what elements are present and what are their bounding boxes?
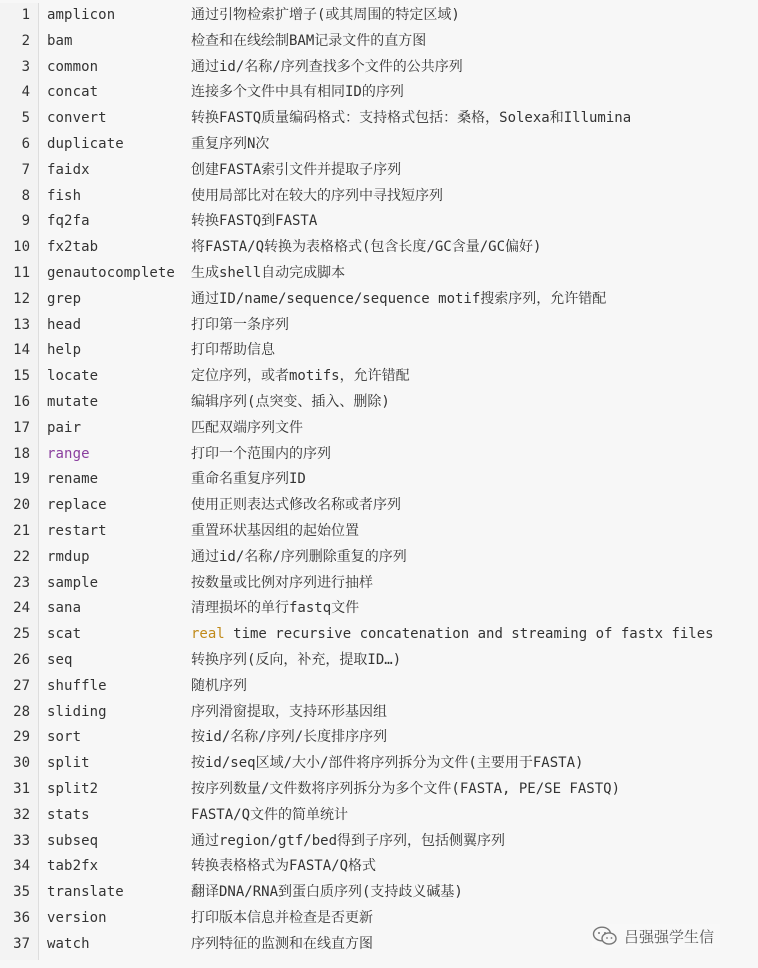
command-description: 编辑序列(点突变、插入、删除): [191, 393, 390, 410]
command-description: 按id/seq区域/大小/部件将序列拆分为文件(主要用于FASTA): [191, 755, 584, 772]
line-number: 28: [13, 703, 30, 720]
command-name: head: [47, 316, 82, 333]
line-number: 30: [13, 755, 30, 772]
line-number: 32: [13, 806, 30, 823]
line-number: 36: [13, 909, 30, 926]
command-name: rename: [47, 471, 99, 488]
command-name: concat: [47, 84, 99, 101]
command-name: subseq: [47, 832, 99, 849]
command-name: bam: [47, 32, 73, 49]
code-line: [0, 364, 758, 390]
code-line: [0, 29, 758, 55]
command-name: split2: [47, 780, 99, 797]
command-description: 使用正则表达式修改名称或者序列: [191, 497, 401, 514]
command-name: grep: [47, 290, 82, 307]
command-description: 清理损坏的单行fastq文件: [191, 600, 360, 617]
line-number: 17: [13, 419, 30, 436]
line-number: 29: [13, 729, 30, 746]
wechat-icon: [592, 926, 618, 946]
line-number: 34: [13, 858, 30, 875]
code-line: [0, 55, 758, 81]
line-number: 35: [13, 884, 30, 901]
code-line: [0, 545, 758, 571]
command-name: help: [47, 342, 82, 359]
line-number: 11: [13, 264, 30, 281]
code-line: [0, 751, 758, 777]
command-name: fq2fa: [47, 213, 90, 230]
command-name: split: [47, 755, 90, 772]
line-number: 5: [21, 110, 30, 127]
line-number: 10: [13, 239, 30, 256]
line-number: 16: [13, 393, 30, 410]
line-number: 21: [13, 522, 30, 539]
line-number: 1: [21, 7, 30, 23]
code-line: [0, 184, 758, 210]
command-name: duplicate: [47, 135, 124, 152]
code-line: [0, 493, 758, 519]
line-number: 12: [13, 290, 30, 307]
line-number: 24: [13, 600, 30, 617]
line-number: 7: [21, 161, 30, 178]
line-number: 25: [13, 626, 30, 643]
command-description: 按序列数量/文件数将序列拆分为多个文件(FASTA, PE/SE FASTQ): [191, 780, 621, 797]
command-name: pair: [47, 419, 82, 436]
command-description: FASTA/Q文件的简单统计: [191, 806, 349, 823]
command-name: seq: [47, 651, 73, 668]
code-line: [0, 338, 758, 364]
code-line: [0, 235, 758, 261]
command-description: 通过id/名称/序列查找多个文件的公共序列: [191, 58, 463, 75]
line-number: 15: [13, 368, 30, 385]
line-number: 13: [13, 316, 30, 333]
code-line: [0, 880, 758, 906]
watermark-text: 吕强强学生信: [624, 927, 715, 946]
command-name: tab2fx: [47, 858, 99, 875]
command-name: stats: [47, 806, 90, 823]
code-line: [0, 829, 758, 855]
command-name: sort: [47, 729, 82, 746]
command-description: 打印第一条序列: [191, 316, 289, 333]
code-line: [0, 313, 758, 339]
code-line: [0, 106, 758, 132]
code-line: [0, 622, 758, 648]
line-number: 9: [21, 213, 30, 230]
command-description: 转换序列(反向，补充，提取ID…): [191, 651, 402, 668]
command-name: shuffle: [47, 677, 107, 694]
code-line: [0, 132, 758, 158]
command-name: mutate: [47, 393, 99, 410]
command-description: 重命名重复序列ID: [191, 471, 306, 488]
command-description: 按id/名称/序列/长度排序序列: [191, 729, 388, 746]
line-number: 20: [13, 497, 30, 514]
command-description: 通过region/gtf/bed得到子序列，包括侧翼序列: [191, 832, 506, 849]
command-description: 转换FASTQ质量编码格式：支持格式包括：桑格，Solexa和Illumina: [191, 110, 632, 127]
command-description: 检查和在线绘制BAM记录文件的直方图: [191, 32, 427, 49]
command-name: rmdup: [47, 548, 90, 565]
code-line: [0, 209, 758, 235]
command-description: 翻译DNA/RNA到蛋白质序列(支持歧义碱基): [191, 884, 463, 901]
command-name: sample: [47, 574, 99, 591]
code-line: [0, 3, 758, 29]
code-lines: [0, 3, 758, 957]
command-description: 按数量或比例对序列进行抽样: [191, 574, 373, 591]
command-description: 序列特征的监测和在线直方图: [191, 935, 373, 952]
command-description: 连接多个文件中具有相同ID的序列: [191, 84, 404, 101]
code-line: [0, 777, 758, 803]
line-number: 8: [21, 187, 30, 204]
code-block: [0, 3, 758, 960]
code-line: [0, 158, 758, 184]
code-line: [0, 416, 758, 442]
code-line: [0, 261, 758, 287]
command-description: 打印帮助信息: [191, 342, 275, 359]
command-description: 通过引物检索扩增子(或其周围的特定区域): [191, 7, 460, 23]
code-line: [0, 390, 758, 416]
command-description: 使用局部比对在较大的序列中寻找短序列: [191, 187, 443, 204]
command-name: genautocomplete: [47, 264, 175, 281]
command-description: 生成shell自动完成脚本: [191, 264, 346, 281]
code-line: [0, 854, 758, 880]
code-line: [0, 803, 758, 829]
command-name: fish: [47, 187, 82, 204]
line-number: 26: [13, 651, 30, 668]
line-number: 31: [13, 780, 30, 797]
command-name: scat: [47, 626, 82, 643]
command-name: fx2tab: [47, 239, 99, 256]
code-line: [0, 648, 758, 674]
command-name: sliding: [47, 703, 107, 720]
command-name: restart: [47, 522, 107, 539]
command-name: faidx: [47, 161, 90, 178]
command-name: amplicon: [47, 7, 116, 23]
command-description: 打印一个范围内的序列: [191, 445, 331, 462]
line-number: 33: [13, 832, 30, 849]
code-line: [0, 725, 758, 751]
wechat-watermark: [592, 924, 720, 948]
command-name: replace: [47, 497, 107, 514]
code-line: [0, 287, 758, 313]
code-line: [0, 442, 758, 468]
command-description: 创建FASTA索引文件并提取子序列: [191, 161, 402, 178]
code-line: [0, 674, 758, 700]
command-description: [191, 622, 714, 648]
command-description: 转换表格格式为FASTA/Q格式: [191, 858, 377, 875]
code-line: [0, 700, 758, 726]
command-description: 将FASTA/Q转换为表格格式(包含长度/GC含量/GC偏好): [191, 239, 542, 256]
command-name: version: [47, 909, 107, 926]
command-name-keyword: range: [47, 445, 90, 462]
line-number: 22: [13, 548, 30, 565]
command-description: 重复序列N次: [191, 135, 270, 152]
line-number: 2: [21, 32, 30, 49]
command-name: common: [47, 58, 99, 75]
code-line: [0, 596, 758, 622]
command-description: 匹配双端序列文件: [191, 419, 303, 436]
description-keyword: real: [191, 626, 225, 643]
line-number: 27: [13, 677, 30, 694]
command-description: 通过id/名称/序列删除重复的序列: [191, 548, 407, 565]
command-description: 转换FASTQ到FASTA: [191, 213, 318, 230]
code-line: [0, 80, 758, 106]
line-number: 23: [13, 574, 30, 591]
line-number: 14: [13, 342, 30, 359]
command-description: 打印版本信息并检查是否更新: [191, 909, 373, 926]
code-line: [0, 467, 758, 493]
line-number: 19: [13, 471, 30, 488]
command-description: 重置环状基因组的起始位置: [191, 522, 359, 539]
command-name: translate: [47, 884, 124, 901]
code-line: [0, 519, 758, 545]
line-number: 18: [13, 445, 30, 462]
line-number: 37: [13, 935, 30, 952]
command-description: 序列滑窗提取，支持环形基因组: [191, 703, 387, 720]
command-description: 定位序列，或者motifs，允许错配: [191, 368, 410, 385]
command-description: 通过ID/name/sequence/sequence motif搜索序列，允许错配: [191, 290, 607, 307]
command-name: locate: [47, 368, 99, 385]
command-name: watch: [47, 935, 90, 952]
line-number: 6: [21, 135, 30, 152]
line-number: 3: [21, 58, 30, 75]
command-name: sana: [47, 600, 82, 617]
command-name: convert: [47, 110, 107, 127]
command-description: 随机序列: [191, 677, 247, 694]
description-rest: time recursive concatenation and streaming of fastx files: [224, 626, 714, 643]
line-number: 4: [21, 84, 30, 101]
code-line: [0, 571, 758, 597]
